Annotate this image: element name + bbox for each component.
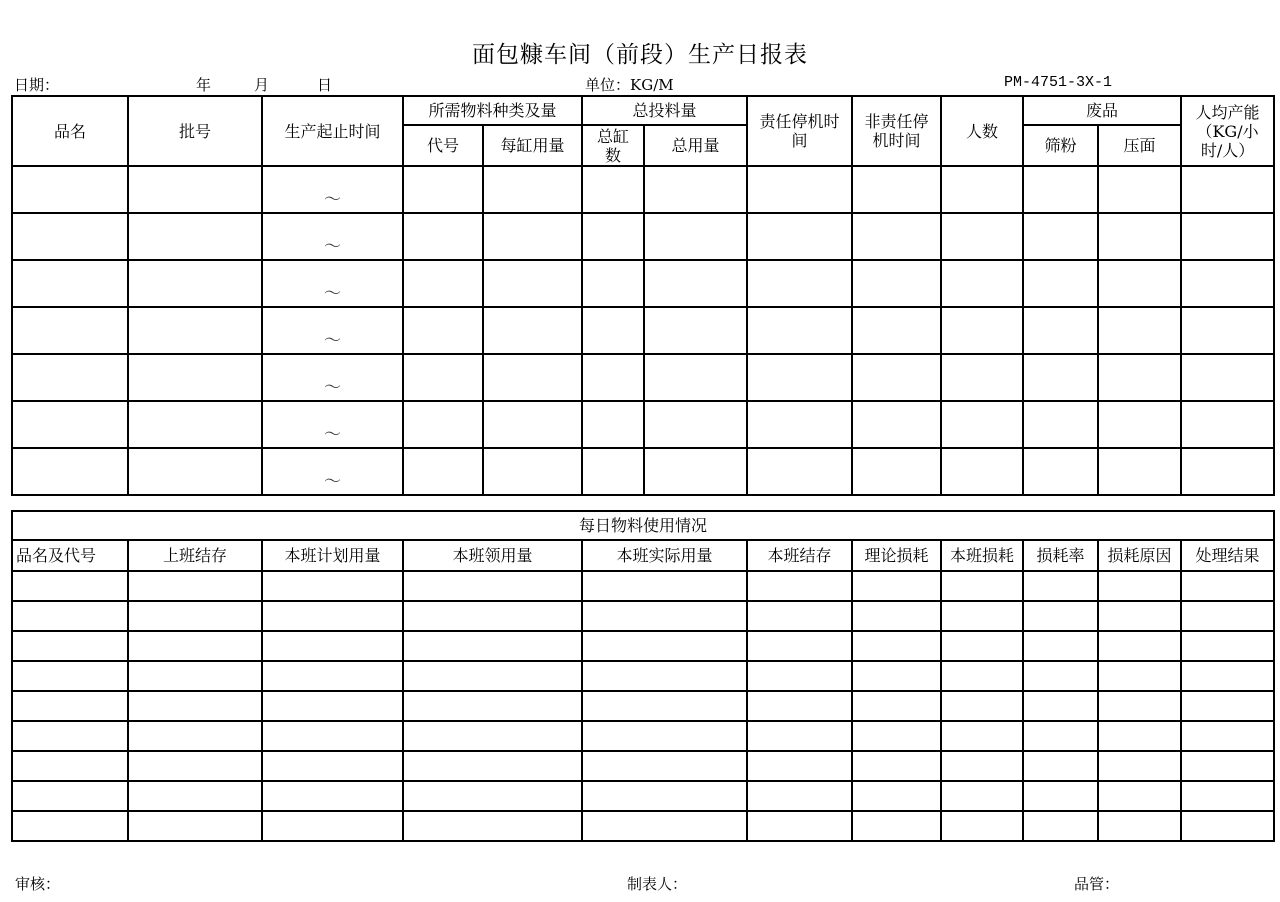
cell[interactable] [403,691,582,721]
cell[interactable] [1023,751,1098,781]
cell-production-time[interactable] [262,401,403,448]
cell[interactable] [852,811,941,841]
cell[interactable] [582,571,747,601]
cell[interactable] [1098,691,1181,721]
cell[interactable] [941,691,1023,721]
cell[interactable] [403,601,582,631]
cell[interactable] [403,751,582,781]
time-separator: ～ [324,331,341,351]
header-total-usage: 总用量 [644,125,747,166]
cell-batch-no[interactable] [128,448,262,495]
cell-per-capita-capacity[interactable] [1181,448,1274,495]
cell[interactable] [941,661,1023,691]
cell[interactable] [1181,601,1274,631]
cell-non-responsible-downtime[interactable] [852,166,941,213]
cell[interactable] [941,811,1023,841]
material-row [12,721,1274,751]
cell-non-responsible-downtime[interactable] [852,307,941,354]
cell[interactable] [12,601,128,631]
cell[interactable] [262,721,403,751]
header-waste-press: 压面 [1098,125,1181,166]
cell[interactable] [12,721,128,751]
cell[interactable] [12,811,128,841]
cell-waste-sieve[interactable] [1023,401,1098,448]
cell[interactable] [1023,811,1098,841]
header-shift-loss: 本班损耗 [941,540,1023,571]
cell[interactable] [128,661,262,691]
date-label: 日期： [14,76,60,94]
cell[interactable] [128,721,262,751]
cell-per-vat-usage[interactable] [483,401,582,448]
cell-product-name[interactable] [12,166,128,213]
cell[interactable] [582,751,747,781]
material-row [12,811,1274,841]
time-separator: ～ [324,284,341,304]
cell[interactable] [1023,571,1098,601]
cell-headcount[interactable] [941,448,1023,495]
cell[interactable] [12,631,128,661]
cell[interactable] [747,811,852,841]
header-waste-group: 废品 [1023,96,1181,125]
cell[interactable] [1023,691,1098,721]
cell[interactable] [852,781,941,811]
cell[interactable] [941,781,1023,811]
cell-total-vats[interactable] [582,213,644,260]
cell[interactable] [12,751,128,781]
cell[interactable] [582,811,747,841]
cell-non-responsible-downtime[interactable] [852,213,941,260]
cell-waste-press[interactable] [1098,260,1181,307]
cell[interactable] [582,721,747,751]
production-row [12,166,1274,213]
cell-responsible-downtime[interactable] [747,448,852,495]
cell[interactable] [852,691,941,721]
cell[interactable] [747,631,852,661]
cell[interactable] [1023,631,1098,661]
header-total-vats: 总缸数 [582,125,644,166]
cell-waste-press[interactable] [1098,401,1181,448]
cell-total-usage[interactable] [644,260,747,307]
cell-waste-sieve[interactable] [1023,213,1098,260]
document-code: PM-4751-3X-1 [1004,74,1113,91]
unit-label: 单位：KG/M [585,76,674,94]
cell-per-vat-usage[interactable] [483,166,582,213]
cell-per-vat-usage[interactable] [483,354,582,401]
cell-total-vats[interactable] [582,448,644,495]
cell[interactable] [1181,811,1274,841]
production-row [12,213,1274,260]
qc-label: 品管： [1074,875,1120,893]
header-waste-sieve: 筛粉 [1023,125,1098,166]
cell[interactable] [1098,721,1181,751]
material-row [12,661,1274,691]
cell[interactable] [12,661,128,691]
cell[interactable] [128,751,262,781]
cell-material-code[interactable] [403,354,483,401]
cell[interactable] [262,781,403,811]
production-table [11,95,1275,496]
header-batch-no: 批号 [128,96,262,166]
cell[interactable] [747,691,852,721]
production-row [12,448,1274,495]
cell-non-responsible-downtime[interactable] [852,354,941,401]
cell-per-capita-capacity[interactable] [1181,166,1274,213]
cell[interactable] [941,601,1023,631]
cell[interactable] [747,751,852,781]
header-theoretical-loss: 理论损耗 [852,540,941,571]
cell-headcount[interactable] [941,260,1023,307]
cell-headcount[interactable] [941,354,1023,401]
cell-product-name[interactable] [12,213,128,260]
cell-total-vats[interactable] [582,166,644,213]
cell-production-time[interactable] [262,260,403,307]
cell[interactable] [1023,721,1098,751]
cell-total-vats[interactable] [582,307,644,354]
cell[interactable] [262,811,403,841]
cell-material-code[interactable] [403,307,483,354]
cell[interactable] [262,601,403,631]
header-material-code: 代号 [403,125,483,166]
cell[interactable] [262,571,403,601]
header-headcount: 人数 [941,96,1023,166]
cell[interactable] [1098,601,1181,631]
cell[interactable] [582,661,747,691]
cell-non-responsible-downtime[interactable] [852,260,941,307]
cell[interactable] [941,631,1023,661]
cell-headcount[interactable] [941,401,1023,448]
cell[interactable] [582,631,747,661]
cell-responsible-downtime[interactable] [747,213,852,260]
cell-total-vats[interactable] [582,354,644,401]
section-title: 每日物料使用情况 [12,511,1274,540]
cell[interactable] [747,721,852,751]
material-row [12,601,1274,631]
cell[interactable] [403,631,582,661]
cell[interactable] [747,661,852,691]
cell-total-vats[interactable] [582,260,644,307]
cell[interactable] [403,571,582,601]
header-received-qty: 本班领用量 [403,540,582,571]
header-non-responsible-downtime: 非责任停机时间 [852,96,941,166]
header-loss-reason: 损耗原因 [1098,540,1181,571]
cell-total-usage[interactable] [644,401,747,448]
cell-per-capita-capacity[interactable] [1181,307,1274,354]
cell[interactable] [852,571,941,601]
cell[interactable] [1023,661,1098,691]
cell-responsible-downtime[interactable] [747,307,852,354]
cell-production-time[interactable] [262,166,403,213]
cell-headcount[interactable] [941,166,1023,213]
cell[interactable] [128,691,262,721]
production-row [12,401,1274,448]
cell[interactable] [852,721,941,751]
cell-production-time[interactable] [262,307,403,354]
cell[interactable] [12,781,128,811]
time-separator: ～ [324,425,341,445]
material-row [12,571,1274,601]
cell-non-responsible-downtime[interactable] [852,401,941,448]
material-usage-table [11,510,1275,842]
cell-waste-sieve[interactable] [1023,448,1098,495]
cell-headcount[interactable] [941,307,1023,354]
cell-batch-no[interactable] [128,213,262,260]
cell[interactable] [941,751,1023,781]
header-responsible-downtime: 责任停机时间 [747,96,852,166]
cell-responsible-downtime[interactable] [747,260,852,307]
header-actual-usage: 本班实际用量 [582,540,747,571]
cell[interactable] [128,811,262,841]
cell-total-usage[interactable] [644,354,747,401]
cell[interactable] [403,811,582,841]
cell-total-usage[interactable] [644,213,747,260]
material-row [12,781,1274,811]
time-separator: ～ [324,378,341,398]
cell[interactable] [582,691,747,721]
header-production-time: 生产起止时间 [262,96,403,166]
cell[interactable] [262,631,403,661]
cell[interactable] [262,661,403,691]
cell-batch-no[interactable] [128,260,262,307]
cell-waste-press[interactable] [1098,166,1181,213]
cell[interactable] [1098,631,1181,661]
cell[interactable] [403,721,582,751]
material-row [12,691,1274,721]
cell[interactable] [12,571,128,601]
cell-material-code[interactable] [403,260,483,307]
cell[interactable] [1098,811,1181,841]
cell-per-vat-usage[interactable] [483,213,582,260]
cell-production-time[interactable] [262,448,403,495]
production-row [12,260,1274,307]
cell-waste-sieve[interactable] [1023,260,1098,307]
cell[interactable] [128,571,262,601]
cell-total-usage[interactable] [644,448,747,495]
cell-material-code[interactable] [403,448,483,495]
cell-production-time[interactable] [262,213,403,260]
header-planned-usage: 本班计划用量 [262,540,403,571]
cell-waste-press[interactable] [1098,307,1181,354]
cell-material-code[interactable] [403,401,483,448]
cell[interactable] [747,601,852,631]
cell[interactable] [262,751,403,781]
cell-per-capita-capacity[interactable] [1181,260,1274,307]
cell-total-usage[interactable] [644,166,747,213]
material-row [12,751,1274,781]
cell-responsible-downtime[interactable] [747,401,852,448]
time-separator: ～ [324,237,341,257]
cell[interactable] [1098,571,1181,601]
cell[interactable] [852,751,941,781]
cell-waste-press[interactable] [1098,448,1181,495]
cell[interactable] [403,661,582,691]
header-total-feed-group: 总投料量 [582,96,747,125]
cell[interactable] [1023,601,1098,631]
header-product-name: 品名 [12,96,128,166]
header-per-capita-capacity: 人均产能（KG/小时/人） [1181,96,1274,166]
cell[interactable] [1023,781,1098,811]
cell[interactable] [582,601,747,631]
material-row [12,631,1274,661]
time-separator: ～ [324,472,341,492]
cell[interactable] [128,601,262,631]
cell-per-capita-capacity[interactable] [1181,213,1274,260]
cell[interactable] [1181,631,1274,661]
cell-waste-sieve[interactable] [1023,307,1098,354]
cell-responsible-downtime[interactable] [747,354,852,401]
cell-batch-no[interactable] [128,401,262,448]
cell-product-name[interactable] [12,260,128,307]
cell-waste-press[interactable] [1098,354,1181,401]
cell-production-time[interactable] [262,354,403,401]
cell-product-name[interactable] [12,448,128,495]
cell-per-capita-capacity[interactable] [1181,354,1274,401]
cell[interactable] [941,571,1023,601]
year-label: 年 [196,76,212,94]
header-previous-balance: 上班结存 [128,540,262,571]
cell[interactable] [1181,721,1274,751]
cell[interactable] [852,601,941,631]
cell[interactable] [582,781,747,811]
day-label: 日 [317,76,333,94]
cell[interactable] [1181,751,1274,781]
cell[interactable] [1181,691,1274,721]
cell-batch-no[interactable] [128,307,262,354]
cell-product-name[interactable] [12,354,128,401]
header-current-balance: 本班结存 [747,540,852,571]
cell-per-vat-usage[interactable] [483,448,582,495]
header-product-and-code: 品名及代号 [12,540,128,571]
cell[interactable] [12,691,128,721]
month-label: 月 [254,76,270,94]
cell[interactable] [128,781,262,811]
header-loss-rate: 损耗率 [1023,540,1098,571]
cell-responsible-downtime[interactable] [747,166,852,213]
cell[interactable] [1098,661,1181,691]
cell-total-usage[interactable] [644,307,747,354]
cell-per-capita-capacity[interactable] [1181,401,1274,448]
cell-per-vat-usage[interactable] [483,260,582,307]
cell[interactable] [852,631,941,661]
cell[interactable] [1181,571,1274,601]
header-handling-result: 处理结果 [1181,540,1274,571]
cell-total-vats[interactable] [582,401,644,448]
reviewer-label: 审核： [15,875,61,893]
cell[interactable] [1181,781,1274,811]
preparer-label: 制表人： [627,875,688,893]
cell-waste-press[interactable] [1098,213,1181,260]
cell-per-vat-usage[interactable] [483,307,582,354]
cell-non-responsible-downtime[interactable] [852,448,941,495]
header-materials-group: 所需物料种类及量 [403,96,582,125]
cell[interactable] [1098,781,1181,811]
cell[interactable] [128,631,262,661]
production-row [12,354,1274,401]
cell[interactable] [403,781,582,811]
cell-product-name[interactable] [12,307,128,354]
time-separator: ～ [324,190,341,210]
cell-material-code[interactable] [403,213,483,260]
cell-batch-no[interactable] [128,166,262,213]
cell[interactable] [262,691,403,721]
cell-waste-sieve[interactable] [1023,354,1098,401]
cell[interactable] [941,721,1023,751]
page-title: 面包糠车间（前段）生产日报表 [472,42,808,68]
cell[interactable] [1181,661,1274,691]
cell[interactable] [852,661,941,691]
cell-headcount[interactable] [941,213,1023,260]
production-row [12,307,1274,354]
cell-product-name[interactable] [12,401,128,448]
cell-material-code[interactable] [403,166,483,213]
header-per-vat-usage: 每缸用量 [483,125,582,166]
cell[interactable] [1098,751,1181,781]
cell-batch-no[interactable] [128,354,262,401]
cell[interactable] [747,781,852,811]
cell[interactable] [747,571,852,601]
cell-waste-sieve[interactable] [1023,166,1098,213]
